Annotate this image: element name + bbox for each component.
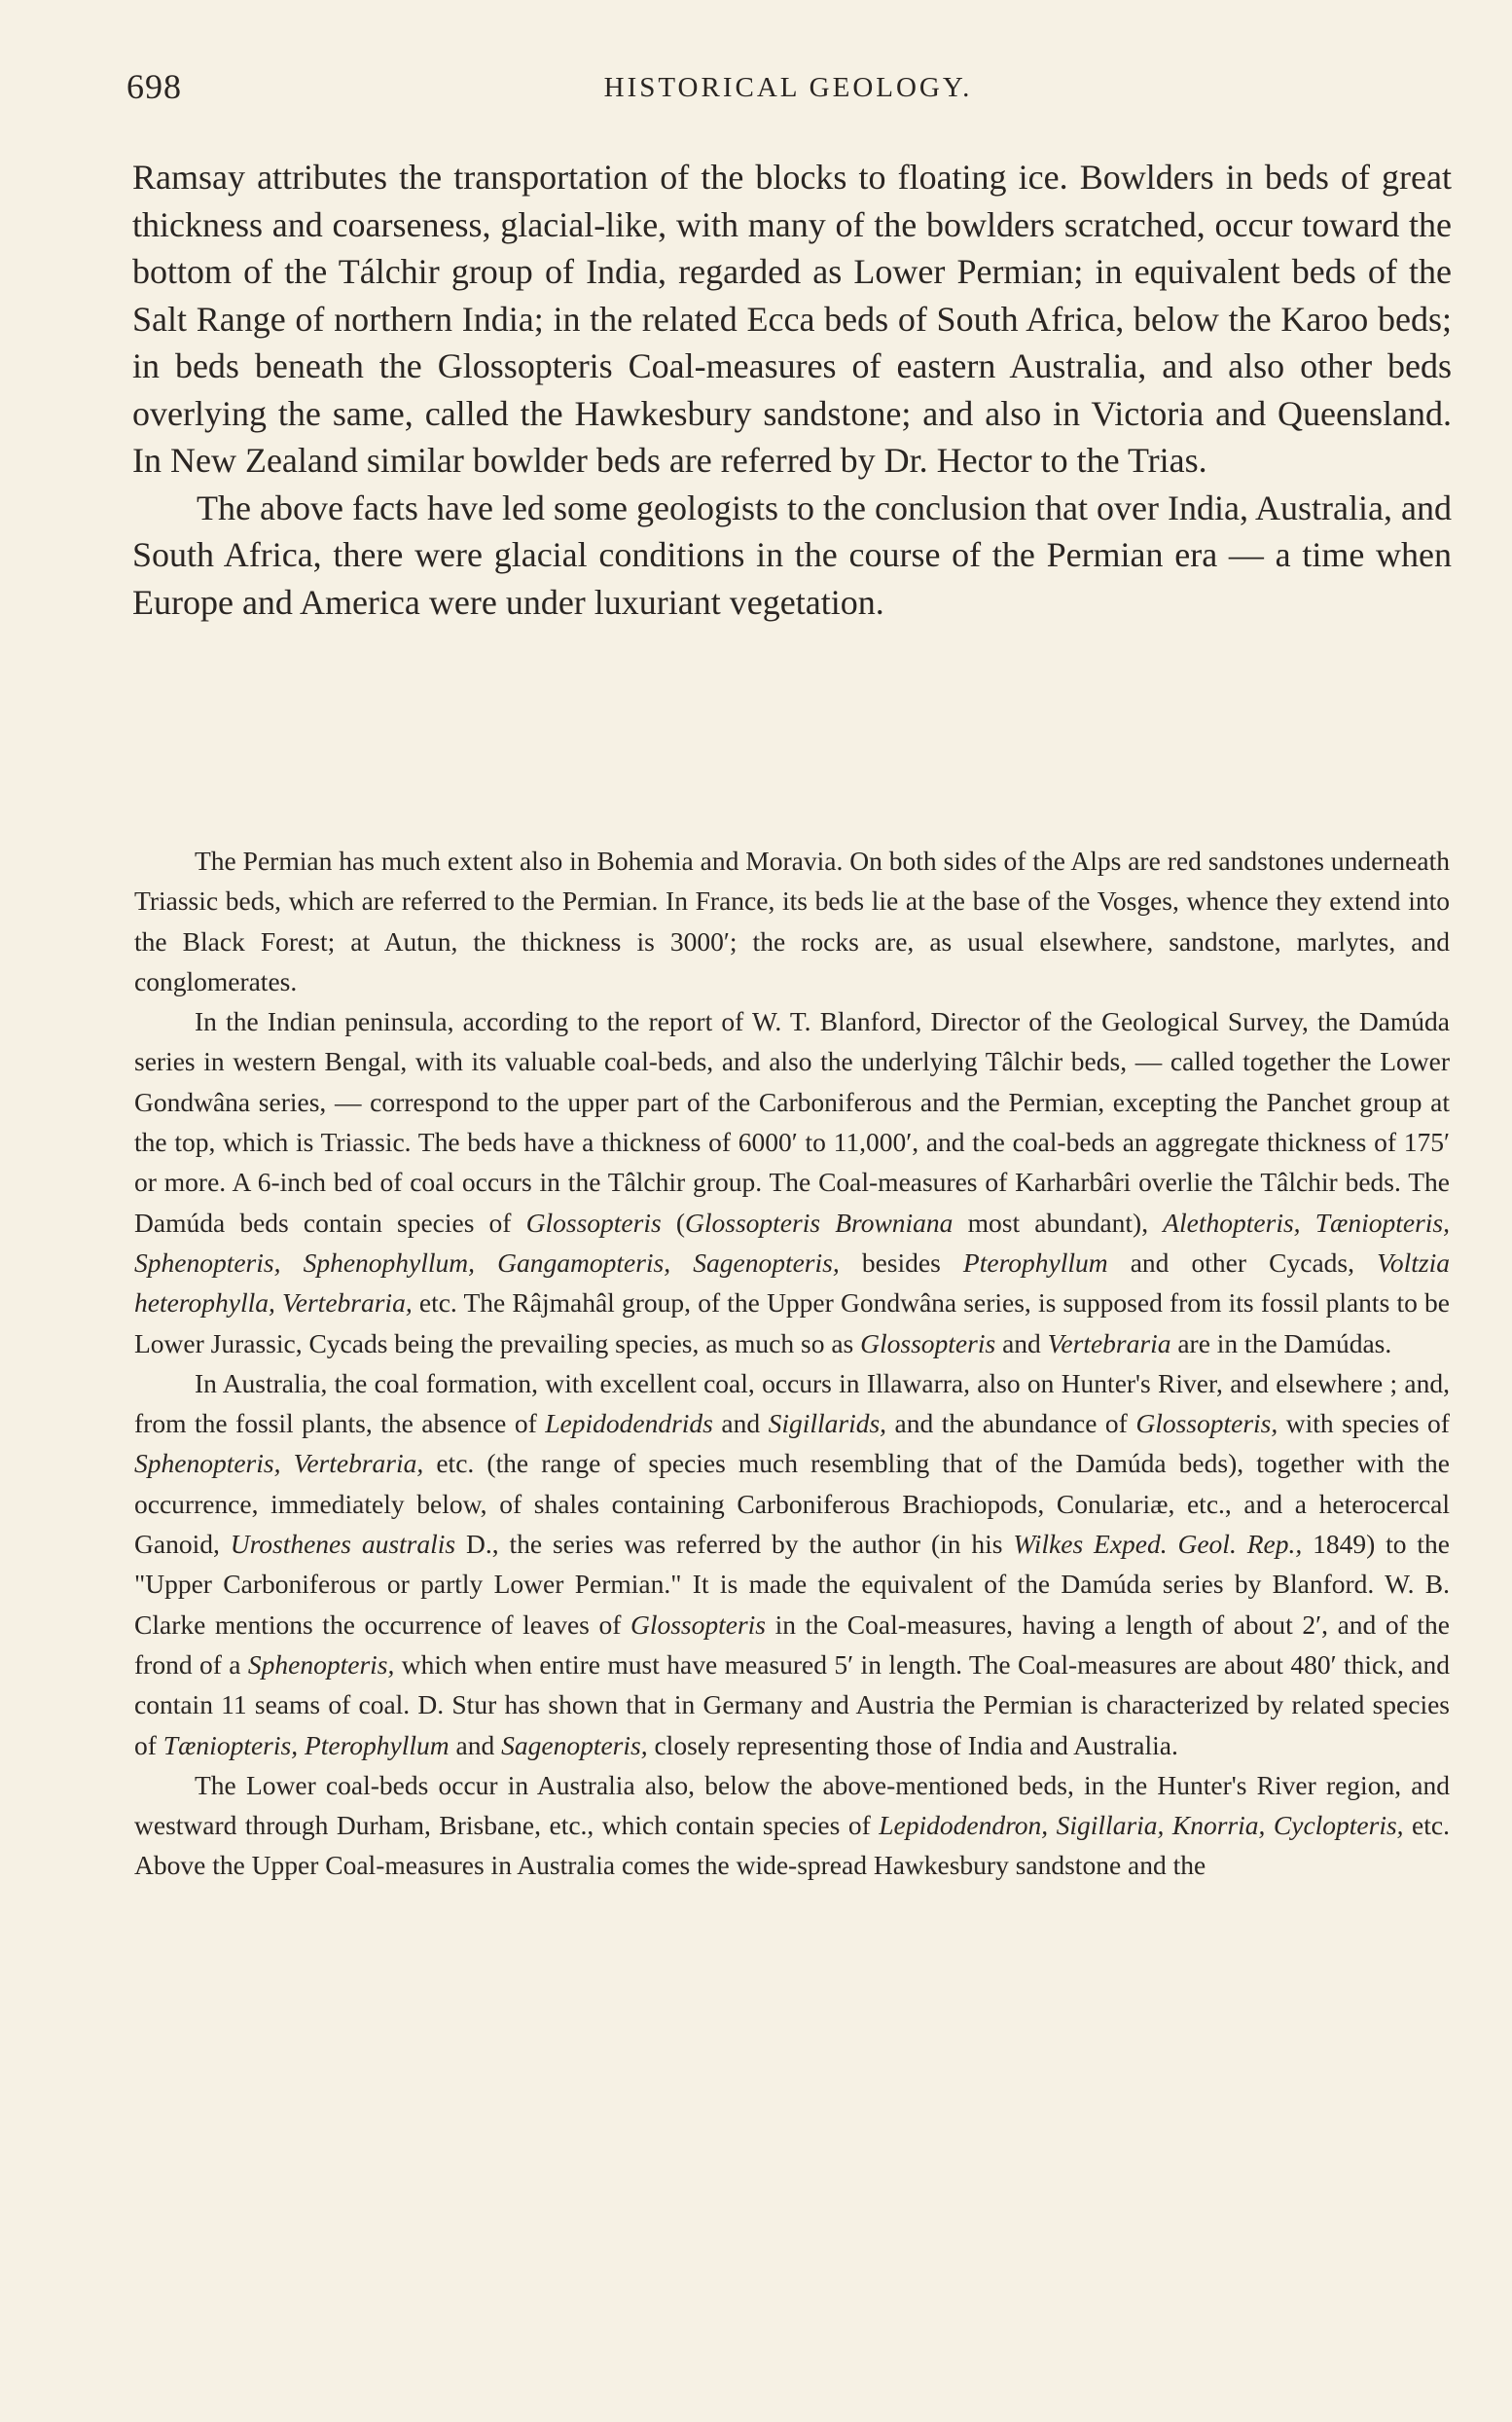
text-run: closely representing those of India and Australia. bbox=[647, 1729, 1178, 1760]
taxon-name: Alethopteris, Tæniopteris, Sphenopteris, Sphenophyllum, Gangamopteris, Sagenopteris, bbox=[134, 1207, 1450, 1278]
text-run: with species of bbox=[1278, 1408, 1450, 1439]
main-paragraph-2: The above facts have led some geologists to the conclusion that over India, Australia, and South Africa, there were glacial conditions in the course of the Permian era — a time when Europe and America were under luxuriant vegetation. bbox=[132, 488, 1452, 622]
page-number: 698 bbox=[126, 67, 182, 106]
text-run: in the Coal-measures, having a length of about 2′, and of the frond of a bbox=[134, 1609, 1450, 1680]
running-head: HISTORICAL GEOLOGY. bbox=[603, 72, 973, 103]
text-run: and other Cycads, bbox=[1107, 1247, 1378, 1278]
text-run: besides bbox=[839, 1247, 963, 1278]
taxon-name: Glossopteris bbox=[525, 1207, 662, 1238]
taxon-name: Sphenopteris, bbox=[247, 1648, 395, 1680]
small-paragraph-lower-coal-beds bbox=[134, 1765, 1450, 1886]
small-paragraph-permian-europe: The Permian has much extent also in Bohemia and Moravia. On both sides of the Alps are red sandstones underneath Triassic beds, which are referred to the Permian. In France, its beds lie at the base of the Vosges, whence they extend into the Black Forest; at Autun, the thickness is 3000′; the rocks are, as usual elsewhere, sandstone, marlytes, and conglomerates. bbox=[134, 846, 1450, 996]
text-run: etc. (the range of species much resembling that of the Damúda beds), together with the occurrence, immediately below, of shales containing Carboniferous Brachiopods, Conulariæ, etc., and a heterocercal Ganoid, bbox=[134, 1448, 1450, 1560]
text-run: etc. Above the Upper Coal-measures in Australia comes the wide-spread Hawkesbury sandstone and the bbox=[134, 1810, 1450, 1881]
small-paragraph-india bbox=[134, 1001, 1450, 1363]
taxon-name: Lepidodendron, Sigillaria, Knorria, Cyclopteris, bbox=[879, 1810, 1404, 1841]
text-run: D., the series was referred by the author (in his bbox=[455, 1529, 1014, 1560]
text-run: and bbox=[995, 1327, 1048, 1358]
taxon-name: Vertebraria bbox=[1047, 1327, 1171, 1358]
text-run: and the abundance of bbox=[886, 1408, 1136, 1439]
publication-title: Wilkes Exped. Geol. Rep., bbox=[1013, 1529, 1303, 1560]
text-run: which when entire must have measured 5′ in length. The Coal-measures are about 480′ thick, and contain 11 seams of coal. D. Stur has shown that in Germany and Austria the Permian is characterized by related species of bbox=[134, 1648, 1450, 1760]
taxon-name: Urosthenes australis bbox=[230, 1529, 456, 1560]
text-run: ( bbox=[661, 1207, 686, 1238]
taxon-name: Sagenopteris, bbox=[501, 1729, 648, 1760]
text-run: The Lower coal-beds occur in Australia also, below the above-mentioned beds, in the Hunter's River region, and westward through Durham, Brisbane, etc., which contain species of bbox=[134, 1769, 1450, 1841]
taxon-name: Pterophyllum bbox=[962, 1247, 1108, 1278]
main-paragraph-1: Ramsay attributes the transportation of the blocks to floating ice. Bowlders in beds of great thickness and coarseness, glacial-like, with many of the bowlders scratched, occur toward the bottom of the Tálchir group of India, regarded as Lower Permian; in equivalent beds of the Salt Range of northern India; in the related Ecca beds of South Africa, below the Karoo beds; in beds beneath the Glossopteris Coal-measures of eastern Australia, and also other beds overlying the same, called the Hawkesbury sandstone; and also in Victoria and Queensland. In New Zealand similar bowlder beds are referred by Dr. Hector to the Trias. bbox=[132, 158, 1452, 480]
taxon-name: Lepidodendrids bbox=[545, 1408, 713, 1439]
text-run: etc. The Râjmahâl group, of the Upper Gondwâna series, is supposed from its fossil plants to be Lower Jurassic, Cycads being the prevailing species, as much so as bbox=[134, 1287, 1450, 1358]
text-run: In the Indian peninsula, according to the report of W. T. Blanford, Director of the Geological Survey, the Damúda series in western Bengal, with its valuable coal-beds, and also the underlying Tâlchir beds, — called together the Lower Gondwâna series, — correspond to the upper part of the Carboniferous and the Permian, excepting the Panchet group at the top, which is Triassic. The beds have a thickness of 6000′ to 11,000′, and the coal-beds an aggregate thickness of 175′ or more. A 6-inch bed of coal occurs in the Tâlchir group. The Coal-measures of Karharbâri overlie the Tâlchir beds. The Damúda beds contain species of bbox=[134, 1006, 1450, 1238]
text-run: In Australia, the coal formation, with excellent coal, occurs in Illawarra, also on Hunter's River, and elsewhere ; and, from the fossil plants, the absence of bbox=[134, 1367, 1450, 1439]
small-paragraph-australia bbox=[134, 1363, 1450, 1765]
taxon-name: Tæniopteris, Pterophyllum bbox=[162, 1729, 450, 1760]
text-run: are in the Damúdas. bbox=[1170, 1327, 1392, 1358]
taxon-name: Sphenopteris, Vertebraria, bbox=[134, 1448, 424, 1479]
page-header bbox=[126, 66, 1450, 121]
taxon-name: Glossopteris, bbox=[1135, 1408, 1278, 1439]
taxon-name: Glossopteris Browniana bbox=[685, 1207, 954, 1238]
taxon-name: Glossopteris bbox=[860, 1327, 996, 1358]
taxon-name: Glossopteris bbox=[630, 1609, 767, 1640]
text-run: most abundant), bbox=[953, 1207, 1164, 1238]
text-run: 1849) to the "Upper Carboniferous or partly Lower Permian." It is made the equivalent of the Damúda series by Blanford. W. B. Clarke mentions the occurrence of leaves of bbox=[134, 1529, 1450, 1640]
taxon-name: Sigillarids, bbox=[768, 1408, 887, 1439]
small-print-block bbox=[134, 841, 1450, 1886]
text-run: and bbox=[449, 1729, 502, 1760]
text-run: and bbox=[712, 1408, 769, 1439]
taxon-name: Voltzia heterophylla, Vertebraria, bbox=[134, 1247, 1450, 1319]
main-text-block bbox=[132, 154, 1452, 626]
